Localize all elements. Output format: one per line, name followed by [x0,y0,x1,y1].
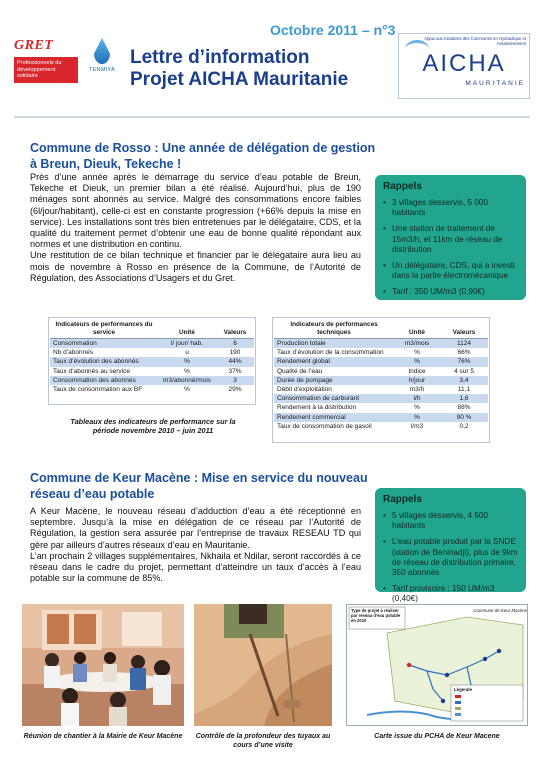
table-cell: l/ jour/ hab. [158,339,216,349]
table-row [50,339,254,349]
table-row [50,385,254,394]
map-legend-title: Type de projet à réaliser par réseau d’eau potable en 2010 [351,608,401,623]
table-cell: 76% [440,357,488,366]
rappels-item: • 5 villages desservis, 4 500 habitants [383,511,519,531]
map-caption: Carte issue du PCHA de Keur Macene [374,733,500,740]
table-cell: m3/h [409,386,425,394]
table-cell: Taux d’abonnés au service [53,367,130,375]
table-row [274,376,488,385]
table-cell: Qualité de l’eau [277,367,323,375]
table-cell: l/h [394,394,440,403]
table-cell: % [414,349,420,357]
table-row [50,367,254,376]
table-cell: 4 sur 5 [454,367,474,375]
table-header: Indicateurs de performances techniques [274,319,394,339]
header-divider [14,116,530,118]
table-cell: Production totale [274,339,394,349]
table-cell: Taux de consommation aux BF [53,386,143,394]
gret-logo-mark: GRET [14,38,54,53]
issue-date: Octobre 2011 – n°3 [270,22,396,38]
table-cell: % [184,386,190,394]
table-row [274,394,488,403]
map-commune-label: Commune de Keur Macène [473,608,527,613]
table-cell: 6 [216,339,254,349]
table-cell: l/m3 [410,422,424,430]
photo-pipe-check-caption: Contrôle de la profondeur des tuyaux au cours d’une visite [195,733,331,749]
table-row [274,339,488,349]
section-keur-macene-para2: L’an prochain 2 villages supplémentaires, Nkhaila et Ndilar, seront raccordés à ce réseau dans le cadre du projet, permettant d’atteindre un taux d’accès à l’eau potable sur la commune de 85%. [30,550,361,584]
photo-meeting-caption: Réunion de chantier à la Mairie de Keur Macène [23,733,183,740]
table-row [50,357,254,366]
rappels-list [383,198,519,298]
pipe-check-photo-illustration [194,604,332,726]
aicha-wordmark: AICHA [422,50,506,77]
table-cell: 66% [457,349,471,357]
table-cell: Taux de consommation de gasoil [277,422,372,430]
table-row [274,422,488,431]
rappels-item: • L’eau potable produit par la SNDE (station de Beninadji), plus de 9km de réseau de distribution primaire, 350 abonnés [383,537,519,578]
aicha-logo [398,33,530,99]
rappels-title: Rappels [383,181,422,192]
table-header: Unité [394,319,440,339]
table-row [274,357,488,366]
table-cell: Débit d’exploitation [277,386,332,394]
section-keur-macene-body [30,506,361,584]
section-rosso-para2: Une restitution de ce bilan technique et financier par le délégataire aura lieu au mois de novembre à Rosso en présence de la Commune, de l’Autorité de Régulation, des Associations d’Usagers et du Gret. [30,250,361,283]
table-cell: Indice [408,367,426,375]
aicha-country: MAURITANIE [465,80,525,87]
table-service [50,319,254,394]
table-cell: Rendement global [274,357,394,366]
section-keur-macene-title: Commune de Keur Macène : Mise en service du nouveau réseau d’eau potable [30,471,368,501]
water-drop-icon [94,38,110,64]
gret-logo [14,38,84,83]
table-header: Unité [158,319,216,339]
table-cell: 0,2 [459,422,469,430]
table-cell: 3,4 [440,376,488,385]
table-cell: 190 [229,349,241,357]
table-cell: Taux d’évolution de la consommation [277,349,384,357]
table-cell: m3/mois [394,339,440,349]
table-row [274,348,488,357]
table-cell: Consommation [50,339,158,349]
table-row [274,385,488,394]
photo-pipe-check [194,604,332,726]
map-legend-label: Légende [454,687,473,692]
aicha-tagline: Appui aux Initiatives des Communes en Hydraulique et Assainissement [424,36,526,46]
table-cell: u [185,349,189,357]
page-title [130,47,392,91]
rappels-box-keur-macene [375,488,526,604]
table-cell: Durée de pompage [274,376,394,385]
table-cell: Consommation des abonnés [50,376,158,385]
table-cell: 90 % [440,413,488,422]
map-keur-macene [346,604,528,726]
tables-caption: Tableaux des indicateurs de performance sur la période novembre 2010 – juin 2011 [70,417,236,435]
rappels-item: • Tarif : 350 UM/m3 (0,90€) [383,287,519,297]
table-cell: 37% [228,367,242,375]
page-title-line1: Lettre d’information [130,47,310,68]
table-cell: % [158,357,216,366]
table-cell: Rendement commercial [274,413,394,422]
table-cell: % [394,357,440,366]
table-cell: % [394,413,440,422]
table-cell: 1,6 [440,394,488,403]
table-row [50,348,254,357]
tenmiya-label: TENMIYA [88,67,116,73]
photo-meeting [22,604,184,726]
tenmiya-logo [86,38,118,73]
table-header: Indicateurs de performances du service [50,319,158,339]
meeting-photo-illustration [22,604,184,726]
section-rosso-body [30,172,361,284]
map-illustration [347,605,528,726]
table-cell: Nb d’abonnés [53,349,94,357]
rappels-list [383,511,519,605]
rappels-title: Rappels [383,494,422,505]
rappels-item: • 3 villages desservis, 5 000 habitants [383,198,519,218]
aicha-swoosh-icon [405,40,429,58]
rappels-item: • Une station de traitement de 15m3/h, et 11km de réseau de distribution [383,224,519,255]
rappels-item: • Tarif provisoire : 150 UM/m3 (0,40€) [383,584,519,604]
rappels-item: • Un délégataire, CDS, qui a investi dans la partie électromécanique [383,261,519,281]
section-keur-macene-para1: A Keur Macène, le nouveau réseau d’adduction d’eau a été réceptionné en septembre. Jusqu’à la mise en délégation de ce réseau par l’Autorité de Régulation, la gestion sera assurée par l’entreprise de travaux RESEAU TD qui gère par ailleurs d’autres réseaux d’eau en Mauritanie. [30,506,361,550]
table-cell: % [184,367,190,375]
table-cell: 3 [216,376,254,385]
table-cell: Taux d’évolution des abonnés [50,357,158,366]
table-header: Valeurs [216,319,254,339]
rappels-box-rosso [375,175,526,300]
gret-tagline: Professionnels du développement solidaire [14,57,78,83]
table-row [274,367,488,376]
page-title-line2: Projet AICHA Mauritanie [130,69,349,90]
table-header-row [50,319,254,339]
table-header-row [274,319,488,339]
section-rosso-title: Commune de Rosso : Une année de délégation de gestion à Breun, Dieuk, Tekeche ! [30,141,376,171]
table-cell: Rendement à la distribution [277,404,357,412]
table-cell: h/jour [394,376,440,385]
table-cell: m3/abonné/mois [158,376,216,385]
table-cell: 88% [457,404,471,412]
table-tech [274,319,488,431]
table-cell: 1124 [440,339,488,349]
table-cell: 11,1 [457,386,471,394]
section-rosso-para1: Près d’une année après le démarrage du service d’eau potable de Breun, Tekeche et Dieuk, un premier bilan a été réalisé. Aujourd’hui, plus de 190 ménages sont abonnés au service. Malgré des consommations encore faibles (6l/jour/habitant), celle-ci est en constante progression (+66% depuis la mise en service). Les installations sont très bien entretenues par le délégataire, CDS, et la qualité du traitement permet d’obtenir une eau de bonne qualité répondant aux normes et une distribution en continu. [30,172,361,250]
table-row [50,376,254,385]
table-row [274,413,488,422]
table-cell: 29% [228,386,242,394]
table-cell: Consommation de carburant [274,394,394,403]
table-header: Valeurs [440,319,488,339]
table-cell: % [414,404,420,412]
table-row [274,403,488,412]
table-cell: 44% [216,357,254,366]
